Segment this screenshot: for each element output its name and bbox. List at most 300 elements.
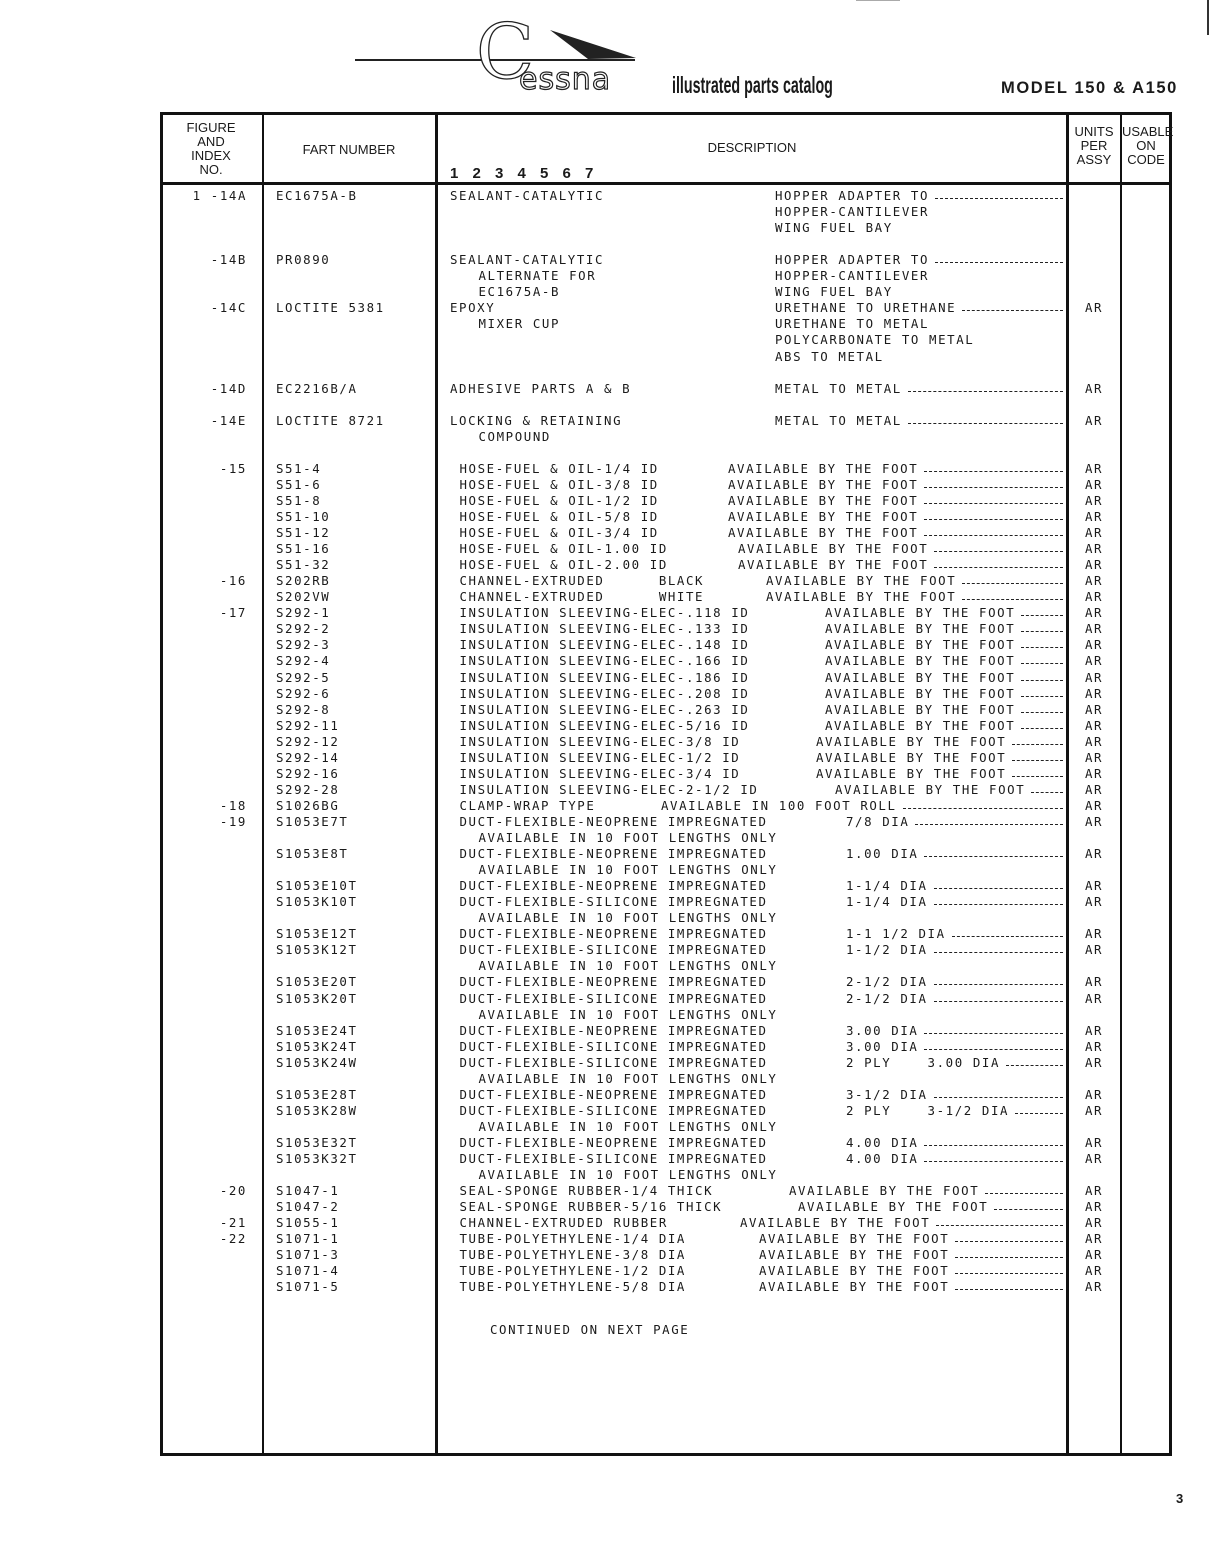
description-text: HOSE-FUEL & OIL-1/4 ID — [459, 460, 659, 476]
units-per-assy: AR — [1084, 557, 1104, 573]
description-detail — [846, 1103, 1063, 1119]
detail-text: POLYCARBONATE TO METAL — [775, 332, 975, 348]
leader-dashes — [934, 541, 1063, 552]
description-text: DUCT-FLEXIBLE-NEOPRENE IMPREGNATED — [459, 1022, 768, 1038]
figure-index: -19 — [219, 813, 247, 829]
detail-text: AVAILABLE BY THE FOOT — [825, 637, 1016, 653]
units-per-assy: AR — [1084, 1054, 1104, 1070]
detail-text: AVAILABLE BY THE FOOT — [816, 749, 1007, 765]
description-text: AVAILABLE IN 10 FOOT LENGTHS ONLY — [478, 830, 778, 845]
description-text: INSULATION SLEEVING-ELEC-.186 ID — [459, 669, 750, 685]
leader-dashes — [924, 1135, 1063, 1146]
units-per-assy: AR — [1084, 605, 1104, 621]
detail-text: AVAILABLE BY THE FOOT — [728, 476, 919, 492]
detail-text: AVAILABLE BY THE FOOT — [728, 460, 919, 476]
description-detail — [759, 1279, 1063, 1295]
description-text: SEALANT-CATALYTIC — [450, 188, 605, 203]
description-text: HOSE-FUEL & OIL-1/2 ID — [459, 492, 659, 508]
logo-word: essna — [519, 62, 612, 97]
detail-text: AVAILABLE BY THE FOOT — [728, 509, 919, 524]
units-per-assy: AR — [1084, 1134, 1104, 1150]
figure-index: -15 — [219, 460, 247, 476]
detail-text: 4.00 DIA — [846, 1134, 919, 1150]
col-divider — [262, 115, 264, 1453]
part-number: S51-8 — [276, 492, 322, 508]
units-per-assy: AR — [1084, 894, 1104, 910]
part-number: S1071-4 — [276, 1263, 340, 1279]
detail-text: ABS TO METAL — [775, 348, 884, 364]
leader-dashes — [1021, 653, 1063, 664]
description-text: HOSE-FUEL & OIL-5/8 ID — [459, 509, 659, 524]
description-text: DUCT-FLEXIBLE-SILICONE IMPREGNATED — [459, 990, 768, 1006]
part-number: S292-16 — [276, 765, 340, 781]
indent-digits: 1 2 3 4 5 6 7 — [450, 165, 599, 182]
figure-index: -20 — [219, 1183, 247, 1199]
detail-text: AVAILABLE BY THE FOOT — [798, 1199, 989, 1215]
description-detail — [825, 670, 1063, 686]
part-number: S1053K12T — [276, 942, 358, 958]
col-header-figure: FIGURE AND INDEX NO. — [186, 120, 236, 177]
description-detail — [846, 1023, 1063, 1039]
part-number: S1053K24T — [276, 1038, 358, 1054]
detail-text: AVAILABLE BY THE FOOT — [728, 525, 919, 541]
leader-dashes — [962, 589, 1063, 600]
units-per-assy: AR — [1084, 733, 1104, 749]
description-detail — [825, 621, 1063, 637]
leader-dashes — [1021, 702, 1063, 713]
description-detail — [775, 413, 1063, 429]
description-text: TUBE-POLYETHYLENE-3/8 DIA — [459, 1247, 686, 1263]
detail-text: AVAILABLE BY THE FOOT — [825, 669, 1016, 685]
detail-text: 3-1/2 DIA — [846, 1086, 928, 1102]
part-number: S51-10 — [276, 509, 331, 524]
description-detail — [846, 991, 1063, 1007]
description-text: AVAILABLE IN 10 FOOT LENGTHS ONLY — [478, 1070, 778, 1086]
description-detail — [759, 1247, 1063, 1263]
col-divider — [1066, 115, 1069, 1453]
part-number: S1053E7T — [276, 813, 349, 829]
units-per-assy: AR — [1084, 1022, 1104, 1038]
description-detail — [775, 332, 1063, 348]
units-per-assy: AR — [1084, 1231, 1104, 1247]
units-per-assy: AR — [1084, 460, 1104, 476]
description-text: DUCT-FLEXIBLE-NEOPRENE IMPREGNATED — [459, 878, 768, 894]
units-per-assy: AR — [1084, 1279, 1104, 1295]
description-detail — [728, 509, 1063, 525]
description-text: AVAILABLE IN 10 FOOT LENGTHS ONLY — [478, 1167, 778, 1183]
description-text: INSULATION SLEEVING-ELEC-5/16 ID — [459, 717, 750, 733]
description-text: TUBE-POLYETHYLENE-1/4 DIA — [459, 1231, 686, 1247]
description-detail — [775, 204, 1063, 220]
units-per-assy: AR — [1084, 412, 1104, 428]
description-detail — [775, 252, 1063, 268]
units-per-assy: AR — [1084, 685, 1104, 701]
description-detail — [661, 798, 1063, 814]
description-detail — [846, 942, 1063, 958]
description-detail — [846, 1087, 1063, 1103]
description-text: EPOXY — [450, 300, 496, 316]
leader-dashes — [994, 1199, 1063, 1210]
part-number: S292-6 — [276, 685, 331, 701]
description-detail — [816, 734, 1063, 750]
description-text: ADHESIVE PARTS A & B — [450, 380, 632, 396]
detail-text: 1-1/4 DIA — [846, 878, 928, 894]
part-number: S1047-2 — [276, 1199, 340, 1215]
units-per-assy: AR — [1084, 781, 1104, 797]
part-number: S1053E32T — [276, 1134, 358, 1150]
description-detail — [825, 718, 1063, 734]
units-per-assy: AR — [1084, 653, 1104, 669]
description-text: INSULATION SLEEVING-ELEC-.133 ID — [459, 621, 750, 637]
description-text: TUBE-POLYETHYLENE-1/2 DIA — [459, 1263, 686, 1279]
part-number: S1053K24W — [276, 1054, 358, 1070]
part-number: S1053E28T — [276, 1086, 358, 1102]
description-text: ALTERNATE FOR — [478, 268, 597, 284]
part-number: S1053E24T — [276, 1022, 358, 1038]
detail-text: AVAILABLE BY THE FOOT — [825, 701, 1016, 717]
description-detail — [766, 589, 1063, 605]
part-number: S51-6 — [276, 476, 322, 492]
part-number: S1053K28W — [276, 1102, 358, 1118]
description-detail — [740, 1215, 1063, 1231]
description-detail — [775, 284, 1063, 300]
description-text: DUCT-FLEXIBLE-NEOPRENE IMPREGNATED — [459, 1134, 768, 1150]
part-number: S51-12 — [276, 525, 331, 541]
leader-dashes — [924, 1151, 1063, 1162]
col-divider — [435, 115, 438, 1453]
part-number: S1053K32T — [276, 1151, 358, 1166]
figure-index: -16 — [219, 573, 247, 589]
detail-text: AVAILABLE BY THE FOOT — [825, 605, 1016, 621]
description-detail — [775, 220, 1063, 236]
description-detail — [825, 686, 1063, 702]
detail-text: AVAILABLE BY THE FOOT — [835, 781, 1026, 797]
detail-text: 4.00 DIA — [846, 1151, 919, 1166]
detail-text: 3.00 DIA — [846, 1022, 919, 1038]
detail-text: AVAILABLE IN 100 FOOT ROLL — [661, 797, 897, 813]
leader-dashes — [985, 1183, 1063, 1194]
description-detail — [846, 894, 1063, 910]
detail-text: 7/8 DIA — [846, 813, 910, 829]
figure-index: -14B — [210, 252, 247, 268]
col-divider — [1120, 115, 1122, 1453]
leader-dashes — [903, 798, 1063, 809]
units-per-assy: AR — [1084, 637, 1104, 653]
detail-text: AVAILABLE BY THE FOOT — [816, 765, 1007, 781]
units-per-assy: AR — [1084, 878, 1104, 894]
header-rule — [163, 182, 1169, 185]
description-text: AVAILABLE IN 10 FOOT LENGTHS ONLY — [478, 1006, 778, 1022]
description-text: DUCT-FLEXIBLE-NEOPRENE IMPREGNATED — [459, 974, 768, 990]
units-per-assy: AR — [1084, 942, 1104, 958]
units-per-assy: AR — [1084, 1183, 1104, 1199]
detail-text: WING FUEL BAY — [775, 220, 893, 236]
leader-dashes — [1012, 734, 1063, 745]
leader-dashes — [1012, 766, 1063, 777]
detail-text: AVAILABLE BY THE FOOT — [738, 557, 929, 573]
figure-index: -17 — [219, 605, 247, 621]
units-per-assy: AR — [1084, 846, 1104, 862]
leader-dashes — [1021, 605, 1063, 616]
description-text: DUCT-FLEXIBLE-SILICONE IMPREGNATED — [459, 1151, 768, 1166]
leader-dashes — [955, 1247, 1063, 1258]
description-detail — [846, 1151, 1063, 1167]
units-per-assy: AR — [1084, 926, 1104, 942]
detail-text: AVAILABLE BY THE FOOT — [825, 653, 1016, 669]
part-number: S1071-1 — [276, 1231, 340, 1247]
description-text: DUCT-FLEXIBLE-NEOPRENE IMPREGNATED — [459, 1086, 768, 1102]
detail-text: HOPPER-CANTILEVER — [775, 268, 930, 284]
leader-dashes — [936, 1215, 1063, 1226]
description-text: SEAL-SPONGE RUBBER-1/4 THICK — [459, 1183, 714, 1199]
detail-text: 1-1/2 DIA — [846, 942, 928, 958]
leader-dashes — [1012, 750, 1063, 761]
description-text: LOCKING & RETAINING — [450, 412, 623, 428]
description-detail — [789, 1183, 1063, 1199]
detail-text: WING FUEL BAY — [775, 284, 893, 300]
part-number: S292-5 — [276, 669, 331, 685]
top-mark — [856, 0, 900, 1]
detail-text: AVAILABLE BY THE FOOT — [728, 492, 919, 508]
leader-dashes — [962, 573, 1063, 584]
description-text: DUCT-FLEXIBLE-NEOPRENE IMPREGNATED — [459, 813, 768, 829]
description-text: EC1675A-B — [478, 284, 561, 300]
description-text: INSULATION SLEEVING-ELEC-.118 ID — [459, 605, 750, 621]
figure-index: -14E — [210, 412, 247, 428]
part-number: S292-28 — [276, 781, 340, 797]
description-detail — [825, 637, 1063, 653]
units-per-assy: AR — [1084, 541, 1104, 557]
description-detail — [766, 573, 1063, 589]
leader-dashes — [1021, 670, 1063, 681]
units-per-assy: AR — [1084, 380, 1104, 396]
description-detail — [846, 846, 1063, 862]
catalog-title: illustrated parts catalog — [672, 72, 833, 98]
description-text: COMPOUND — [478, 428, 551, 444]
units-per-assy: AR — [1084, 476, 1104, 492]
leader-dashes — [1021, 686, 1063, 697]
description-detail — [825, 605, 1063, 621]
part-number: S1053E10T — [276, 878, 358, 894]
detail-text: METAL TO METAL — [775, 380, 902, 396]
description-detail — [775, 300, 1063, 316]
description-detail — [816, 750, 1063, 766]
description-detail — [798, 1199, 1063, 1215]
description-text: INSULATION SLEEVING-ELEC-.208 ID — [459, 685, 750, 701]
leader-dashes — [934, 894, 1063, 905]
part-number: S292-12 — [276, 733, 340, 749]
description-text: SEAL-SPONGE RUBBER-5/16 THICK — [459, 1199, 723, 1215]
leader-dashes — [915, 814, 1063, 825]
description-detail — [846, 814, 1063, 830]
units-per-assy: AR — [1084, 300, 1104, 316]
units-per-assy: AR — [1084, 1151, 1104, 1166]
units-per-assy: AR — [1084, 669, 1104, 685]
part-number: S292-14 — [276, 749, 340, 765]
detail-text: 2 PLY 3-1/2 DIA — [846, 1102, 1010, 1118]
detail-text: 1-1/4 DIA — [846, 894, 928, 910]
leader-dashes — [924, 477, 1063, 488]
units-per-assy: AR — [1084, 749, 1104, 765]
col-header-units: UNITS PER ASSY — [1074, 124, 1114, 167]
edge-mark — [1207, 0, 1209, 35]
col-header-description: DESCRIPTION — [707, 140, 797, 155]
detail-text: AVAILABLE BY THE FOOT — [789, 1183, 980, 1199]
description-detail — [728, 477, 1063, 493]
description-text: INSULATION SLEEVING-ELEC-.263 ID — [459, 701, 750, 717]
description-text: DUCT-FLEXIBLE-NEOPRENE IMPREGNATED — [459, 926, 768, 942]
figure-index: -21 — [219, 1215, 247, 1231]
description-detail — [825, 653, 1063, 669]
part-number: S1071-3 — [276, 1247, 340, 1263]
description-text: TUBE-POLYETHYLENE-5/8 DIA — [459, 1279, 686, 1295]
leader-dashes — [934, 557, 1063, 568]
leader-dashes — [1021, 621, 1063, 632]
description-text: HOSE-FUEL & OIL-1.00 ID — [459, 541, 668, 557]
leader-dashes — [908, 413, 1063, 424]
figure-index: -18 — [219, 797, 247, 813]
description-text: DUCT-FLEXIBLE-SILICONE IMPREGNATED — [459, 942, 768, 958]
description-text: DUCT-FLEXIBLE-SILICONE IMPREGNATED — [459, 1102, 768, 1118]
detail-text: 1.00 DIA — [846, 846, 919, 862]
leader-dashes — [924, 846, 1063, 857]
description-detail — [846, 878, 1063, 894]
leader-dashes — [1006, 1055, 1063, 1066]
detail-text: HOPPER ADAPTER TO — [775, 252, 930, 268]
description-text: CHANNEL-EXTRUDED RUBBER — [459, 1215, 668, 1231]
description-text: INSULATION SLEEVING-ELEC-.148 ID — [459, 637, 750, 653]
description-text: INSULATION SLEEVING-ELEC-3/8 ID — [459, 733, 741, 749]
detail-text: 3.00 DIA — [846, 1038, 919, 1054]
units-per-assy: AR — [1084, 1086, 1104, 1102]
part-number: S1071-5 — [276, 1279, 340, 1295]
description-detail — [846, 1039, 1063, 1055]
leader-dashes — [1021, 637, 1063, 648]
leader-dashes — [955, 1279, 1063, 1290]
detail-text: URETHANE TO METAL — [775, 316, 930, 332]
part-number: S292-3 — [276, 637, 331, 653]
detail-text: 1-1 1/2 DIA — [846, 926, 946, 942]
units-per-assy: AR — [1084, 1215, 1104, 1231]
units-per-assy: AR — [1084, 589, 1104, 605]
logo-letter-c: C — [476, 7, 535, 96]
description-detail — [738, 557, 1063, 573]
description-text: SEALANT-CATALYTIC — [450, 252, 605, 268]
description-text: DUCT-FLEXIBLE-SILICONE IMPREGNATED — [459, 1038, 768, 1054]
part-number: EC1675A-B — [276, 188, 358, 203]
figure-index: 1 -14A — [192, 188, 247, 203]
detail-text: AVAILABLE BY THE FOOT — [766, 589, 957, 605]
leader-dashes — [1015, 1103, 1063, 1114]
description-detail — [775, 316, 1063, 332]
part-number: EC2216B/A — [276, 380, 358, 396]
description-detail — [816, 766, 1063, 782]
description-text: INSULATION SLEEVING-ELEC-.166 ID — [459, 653, 750, 669]
col-header-usable: USABLE ON CODE — [1122, 124, 1174, 167]
description-text: INSULATION SLEEVING-ELEC-2-1/2 ID — [459, 781, 759, 797]
units-per-assy: AR — [1084, 765, 1104, 781]
description-text: CLAMP-WRAP TYPE — [459, 797, 596, 813]
detail-text: AVAILABLE BY THE FOOT — [825, 621, 1016, 637]
description-text: HOSE-FUEL & OIL-3/4 ID — [459, 525, 659, 541]
part-number: S1053E20T — [276, 974, 358, 990]
part-number: S1047-1 — [276, 1183, 340, 1199]
part-number: S51-4 — [276, 460, 322, 476]
detail-text: AVAILABLE BY THE FOOT — [759, 1231, 950, 1247]
part-number: S292-11 — [276, 717, 340, 733]
detail-text: URETHANE TO URETHANE — [775, 300, 957, 316]
description-detail — [846, 926, 1063, 942]
leader-dashes — [924, 493, 1063, 504]
units-per-assy: AR — [1084, 797, 1104, 813]
leader-dashes — [924, 461, 1063, 472]
description-text: DUCT-FLEXIBLE-SILICONE IMPREGNATED — [459, 1054, 768, 1070]
description-detail — [775, 188, 1063, 204]
units-per-assy: AR — [1084, 701, 1104, 717]
detail-text: METAL TO METAL — [775, 412, 902, 428]
description-text: DUCT-FLEXIBLE-SILICONE IMPREGNATED — [459, 894, 768, 910]
detail-text: AVAILABLE BY THE FOOT — [825, 685, 1016, 701]
leader-dashes — [924, 525, 1063, 536]
units-per-assy: AR — [1084, 509, 1104, 524]
leader-dashes — [908, 381, 1063, 392]
model-label: MODEL 150 & A150 — [1001, 79, 1178, 97]
units-per-assy: AR — [1084, 990, 1104, 1006]
leader-dashes — [924, 1023, 1063, 1034]
description-text: INSULATION SLEEVING-ELEC-3/4 ID — [459, 765, 741, 781]
description-text: AVAILABLE IN 10 FOOT LENGTHS ONLY — [478, 862, 778, 878]
description-text: AVAILABLE IN 10 FOOT LENGTHS ONLY — [478, 910, 778, 926]
units-per-assy: AR — [1084, 717, 1104, 733]
part-number: PR0890 — [276, 252, 331, 268]
description-detail — [825, 702, 1063, 718]
leader-dashes — [962, 300, 1063, 311]
description-detail — [738, 541, 1063, 557]
description-text: CHANNEL-EXTRUDED BLACK — [459, 573, 705, 589]
part-number: S1053K10T — [276, 894, 358, 910]
leader-dashes — [1031, 782, 1063, 793]
description-detail — [728, 493, 1063, 509]
part-number: S51-16 — [276, 541, 331, 557]
leader-dashes — [952, 926, 1063, 937]
description-text: HOSE-FUEL & OIL-3/8 ID — [459, 476, 659, 492]
page-number: 3 — [1176, 1491, 1184, 1506]
part-number: S51-32 — [276, 557, 331, 573]
leader-dashes — [1021, 718, 1063, 729]
detail-text: AVAILABLE BY THE FOOT — [816, 733, 1007, 749]
leader-dashes — [934, 991, 1063, 1002]
detail-text: 2-1/2 DIA — [846, 974, 928, 990]
units-per-assy: AR — [1084, 492, 1104, 508]
description-detail — [728, 525, 1063, 541]
description-text: INSULATION SLEEVING-ELEC-1/2 ID — [459, 749, 741, 765]
col-header-part: FART NUMBER — [302, 142, 396, 157]
figure-index: -14D — [210, 380, 247, 396]
description-detail — [759, 1231, 1063, 1247]
units-per-assy: AR — [1084, 1038, 1104, 1054]
leader-dashes — [924, 1039, 1063, 1050]
units-per-assy: AR — [1084, 1263, 1104, 1279]
leader-dashes — [924, 509, 1063, 520]
part-number: S292-8 — [276, 701, 331, 717]
detail-text: AVAILABLE BY THE FOOT — [766, 573, 957, 589]
leader-dashes — [955, 1231, 1063, 1242]
figure-index: -14C — [210, 300, 247, 316]
units-per-assy: AR — [1084, 573, 1104, 589]
detail-text: AVAILABLE BY THE FOOT — [759, 1279, 950, 1295]
leader-dashes — [934, 974, 1063, 985]
part-number: S292-4 — [276, 653, 331, 669]
